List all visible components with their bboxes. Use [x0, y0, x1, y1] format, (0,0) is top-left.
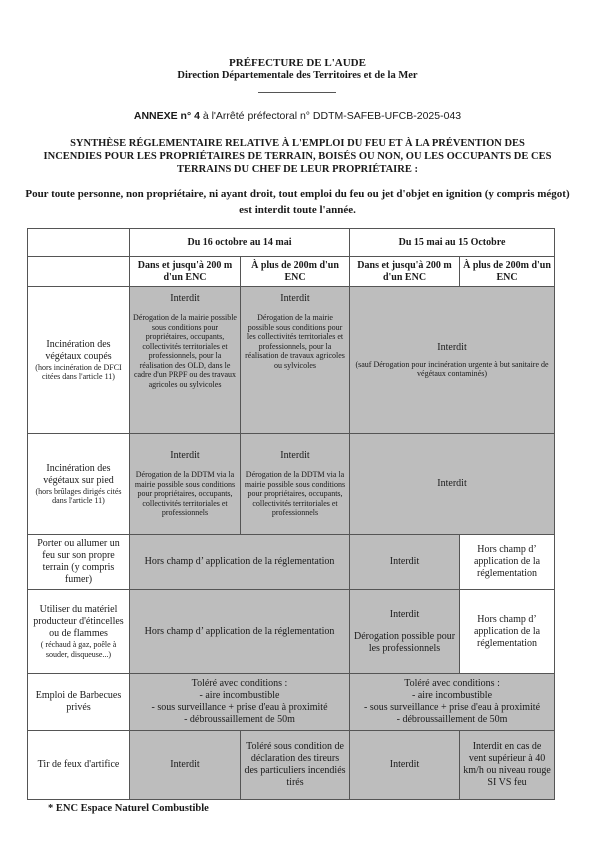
cell-materiel-winter: Hors champ d’ application de la réglementation — [130, 590, 350, 674]
footnote: * ENC Espace Naturel Combustible — [48, 803, 209, 814]
cell-materiel-summer-near: Interdit Dérogation possible pour les professionnels — [350, 590, 460, 674]
cell-incin-pied-winter-far: Interdit Dérogation de la DDTM via la mairie possible sous conditions pour propriétaires, occupants, collectivités territoriales et professionnels — [241, 434, 350, 535]
cell-incin-pied-summer: Interdit — [350, 434, 555, 535]
cell-materiel-summer-far: Hors champ d’ application de la réglementation — [460, 590, 555, 674]
cell-incin-coupes-winter-near: Interdit Dérogation de la mairie possible sous conditions pour propriétaires, occupants, collectivités territoriales et professionnels, pour la réalisation des OLD, dans le cadre d'un PRPF ou des travaux agricoles ou sylvicoles — [130, 287, 241, 434]
col-header-winter-far: À plus de 200m d'un ENC — [241, 257, 350, 287]
col-header-summer-far: À plus de 200m d'un ENC — [460, 257, 555, 287]
row-label-porter-feu: Porter ou allumer un feu sur son propre terrain (y compris fumer) — [28, 535, 130, 590]
prefecture-title: PRÉFECTURE DE L'AUDE — [229, 57, 366, 69]
col-header-summer-near: Dans et jusqu'à 200 m d'un ENC — [350, 257, 460, 287]
cell-incin-coupes-summer: Interdit (sauf Dérogation pour incinération urgente à but sanitaire de végétaux contaminés) — [350, 287, 555, 434]
regulation-table — [27, 228, 555, 800]
cell-barbecues-summer: Toléré avec conditions : - aire incombustible - sous surveillance + prise d'eau à proximité - débroussaillement de 50m — [350, 674, 555, 731]
row-label-incineration-pied: Incinération des végétaux sur pied (hors brûlages dirigés cités dans l'article 11) — [28, 434, 130, 535]
col-header-winter-near: Dans et jusqu'à 200 m d'un ENC — [130, 257, 241, 287]
cell-incin-coupes-winter-far: Interdit Dérogation de la mairie possible sous conditions pour les collectivités territoriales et professionnels, pour la réalisation de travaux agricoles ou sylvicoles — [241, 287, 350, 434]
row-label-barbecues: Emploi de Barbecues privés — [28, 674, 130, 731]
direction-title: Direction Départementale des Territoires et de la Mer — [177, 70, 418, 81]
annexe-number: ANNEXE n° 4 — [133, 110, 200, 122]
cell-artifice-winter-far: Toléré sous condition de déclaration des tireurs des particuliers incendiés tirés — [241, 731, 350, 800]
cell-artifice-summer-near: Interdit — [350, 731, 460, 800]
cell-incin-pied-winter-near: Interdit Dérogation de la DDTM via la mairie possible sous conditions pour propriétaires, occupants, collectivités territoriales et professionnels — [130, 434, 241, 535]
annexe-reference: à l'Arrêté préfectoral n° DDTM-SAFEB-UFCB-2025-043 — [199, 110, 462, 122]
period-winter-header: Du 16 octobre au 14 mai — [130, 229, 350, 257]
row-label-feux-artifice: Tir de feux d'artifice — [28, 731, 130, 800]
period-summer-header: Du 15 mai au 15 Octobre — [350, 229, 555, 257]
intro-statement: Pour toute personne, non propriétaire, ni ayant droit, tout emploi du feu ou jet d'objet en ignition (y compris mégot) est interdit toute l'année. — [25, 188, 570, 216]
row-label-incineration-coupes: Incinération des végétaux coupés (hors incinération de DFCI citées dans l'article 11) — [28, 287, 130, 434]
annexe-line — [0, 110, 595, 122]
cell-barbecues-winter: Toléré avec conditions : - aire incombustible - sous surveillance + prise d'eau à proximité - débroussaillement de 50m — [130, 674, 350, 731]
synthese-title: SYNTHÈSE RÉGLEMENTAIRE RELATIVE À L'EMPLOI DU FEU ET À LA PRÉVENTION DES INCENDIES POUR LES PROPRIÉTAIRES DE TERRAIN, BOISÉS OU NON, OU LES OCCUPANTS DE CES TERRAINS DU CHEF DE LEUR PROPRIÉTAIRE : — [43, 138, 552, 175]
cell-porter-feu-summer-far: Hors champ d’ application de la réglementation — [460, 535, 555, 590]
cell-artifice-winter-near: Interdit — [130, 731, 241, 800]
cell-porter-feu-winter: Hors champ d’ application de la réglementation — [130, 535, 350, 590]
row-label-materiel: Utiliser du matériel producteur d'étincelles ou de flammes ( réchaud à gaz, poêle à souder, disqueuse...) — [28, 590, 130, 674]
corner-cell-2 — [28, 257, 130, 287]
corner-cell — [28, 229, 130, 257]
header-divider — [258, 92, 336, 93]
cell-porter-feu-summer-near: Interdit — [350, 535, 460, 590]
cell-artifice-summer-far: Interdit en cas de vent supérieur à 40 km/h ou niveau rouge SI VS feu — [460, 731, 555, 800]
